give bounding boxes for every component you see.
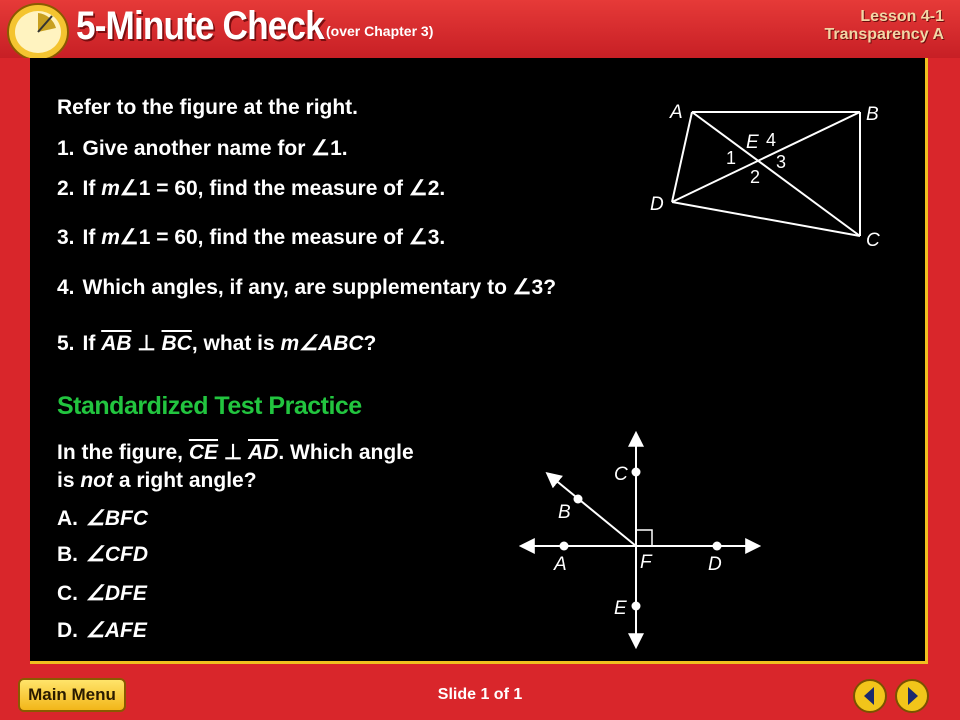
stp-question-pre: In the figure, (57, 441, 189, 464)
brand-title: 5-Minute Check (76, 4, 324, 48)
point-label-c: C (614, 464, 628, 485)
side-da (672, 112, 692, 202)
line-ad: $\overline{AD}$ (248, 441, 279, 464)
question-text-mid: , what is (191, 332, 281, 355)
perpendicular-symbol: ⊥ (218, 441, 248, 464)
slide-counter: Slide 1 of 1 (437, 686, 523, 703)
question-text: Which angles, if any, are supplementary to ∠3? (82, 276, 557, 299)
question-text-italic: m (101, 177, 120, 200)
question-number: 5. (57, 332, 75, 355)
stp-question-line-2 (57, 469, 257, 493)
over-chapter-label: (over Chapter 3) (326, 23, 434, 39)
choice-text: ∠DFE (86, 582, 147, 605)
question-text-italic: m∠ABC (280, 332, 364, 355)
question-text-pre: If (82, 226, 102, 249)
question-text-italic: m (101, 226, 120, 249)
question-4 (57, 275, 556, 300)
line-ce: $\overline{CE}$ (188, 441, 219, 464)
right-angle-mark (636, 530, 652, 546)
perpendicular-symbol: ⊥ (131, 332, 162, 355)
clock-icon (4, 2, 70, 58)
choice-text: ∠AFE (86, 619, 147, 642)
question-number: 1. (57, 137, 75, 160)
point-label-a: A (554, 554, 567, 575)
side-cd (672, 202, 860, 236)
angle-label-4: 4 (766, 130, 777, 150)
point-b (574, 495, 583, 504)
vertex-label-d: D (650, 194, 664, 215)
question-text-post: ∠1 = 60, find the measure of ∠3. (119, 226, 446, 249)
choice-text: ∠CFD (86, 543, 148, 566)
standardized-test-heading: Standardized Test Practice (57, 392, 362, 420)
main-menu-button[interactable]: Main Menu (18, 678, 126, 712)
intro-text: Refer to the figure at the right. (57, 96, 359, 119)
point-d (713, 542, 722, 551)
lesson-label: Lesson 4-1 (860, 8, 944, 25)
question-number: 3. (57, 226, 75, 249)
forward-arrow-icon[interactable] (894, 678, 930, 714)
back-arrow-icon[interactable] (852, 678, 888, 714)
vertex-label-a: A (670, 102, 683, 123)
segment-ab: $\overline{AB}$ (101, 332, 132, 355)
point-c (632, 468, 641, 477)
question-text-post: ∠1 = 60, find the measure of ∠2. (119, 177, 446, 200)
diagonal-bd (672, 112, 860, 202)
choice-text: ∠BFC (86, 507, 148, 530)
stp-question-line-1 (57, 440, 414, 465)
vertex-label-b: B (866, 104, 879, 125)
perpendicular-lines-figure (510, 428, 770, 654)
point-label-e: E (614, 598, 627, 619)
header-bar (0, 0, 960, 58)
question-text: Give another name for ∠1. (82, 137, 348, 160)
question-number: 4. (57, 276, 75, 299)
quadrilateral-figure (640, 96, 910, 256)
stp-question-mid: . Which angle (278, 441, 414, 464)
stp-question-not: not (80, 469, 114, 492)
point-label-d: D (708, 554, 722, 575)
point-label-f: F (640, 552, 652, 573)
answer-choice-d[interactable] (57, 618, 147, 643)
angle-label-3: 3 (776, 152, 787, 172)
angle-label-2: 2 (750, 167, 761, 187)
question-text-pre: If (82, 177, 102, 200)
stp-question-line2-post: a right angle? (113, 469, 257, 492)
vertex-label-c: C (866, 230, 880, 251)
stp-question-line2-pre: is (57, 469, 81, 492)
choice-letter: B. (57, 543, 78, 566)
question-text-post: ? (363, 332, 377, 355)
answer-choice-c[interactable] (57, 581, 147, 606)
question-2 (57, 176, 445, 201)
answer-choice-b[interactable] (57, 542, 148, 567)
point-label-e: E (746, 132, 759, 153)
answer-choice-a[interactable] (57, 506, 148, 531)
point-e (632, 602, 641, 611)
segment-bc: $\overline{BC}$ (161, 332, 192, 355)
question-text-pre: If (82, 332, 102, 355)
question-3 (57, 225, 445, 250)
question-number: 2. (57, 177, 75, 200)
point-label-b: B (558, 502, 571, 523)
choice-letter: A. (57, 507, 78, 530)
choice-letter: D. (57, 619, 78, 642)
transparency-label: Transparency A (824, 26, 944, 43)
point-a (560, 542, 569, 551)
question-1 (57, 136, 348, 161)
choice-letter: C. (57, 582, 78, 605)
question-5 (57, 331, 376, 356)
angle-label-1: 1 (726, 148, 737, 168)
